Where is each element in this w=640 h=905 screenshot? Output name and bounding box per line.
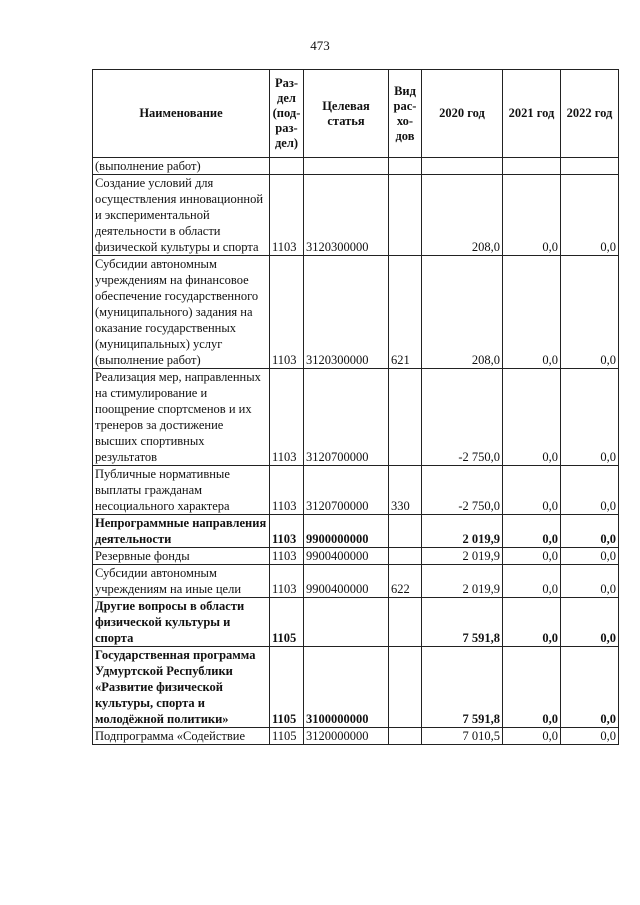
header-2021: 2021 год xyxy=(503,70,561,158)
cell-2021: 0,0 xyxy=(503,256,561,369)
cell-name: Публичные нормативные выплаты гражданам несоциального характера xyxy=(93,466,270,515)
cell-name: Создание условий для осуществления инновационной и экспериментальной деятельности в области физической культуры и спорта xyxy=(93,175,270,256)
cell-section: 1105 xyxy=(270,598,304,647)
cell-2020: 208,0 xyxy=(422,256,503,369)
cell-target xyxy=(304,598,389,647)
table-row xyxy=(93,598,619,647)
cell-target: 3120700000 xyxy=(304,466,389,515)
cell-section: 1103 xyxy=(270,175,304,256)
cell-2020: 208,0 xyxy=(422,175,503,256)
cell-target xyxy=(304,158,389,175)
cell-2020: 2 019,9 xyxy=(422,548,503,565)
cell-name: (выполнение работ) xyxy=(93,158,270,175)
cell-section xyxy=(270,158,304,175)
cell-target: 9900400000 xyxy=(304,565,389,598)
cell-name: Другие вопросы в области физической культуры и спорта xyxy=(93,598,270,647)
cell-target: 3120300000 xyxy=(304,175,389,256)
cell-expense-type: 621 xyxy=(389,256,422,369)
header-name: Наименование xyxy=(93,70,270,158)
table-row xyxy=(93,466,619,515)
table-body xyxy=(93,158,619,745)
cell-section: 1103 xyxy=(270,565,304,598)
cell-2022: 0,0 xyxy=(561,369,619,466)
cell-2021: 0,0 xyxy=(503,598,561,647)
cell-2021: 0,0 xyxy=(503,548,561,565)
table-row xyxy=(93,647,619,728)
table-header xyxy=(93,70,619,158)
cell-name: Субсидии автономным учреждениям на иные цели xyxy=(93,565,270,598)
cell-section: 1105 xyxy=(270,647,304,728)
cell-section: 1103 xyxy=(270,369,304,466)
cell-2020: 7 010,5 xyxy=(422,728,503,745)
table-row xyxy=(93,369,619,466)
cell-2022 xyxy=(561,158,619,175)
cell-name: Реализация мер, направленных на стимулирование и поощрение спортсменов и их тренеров за достижение высших спортивных результатов xyxy=(93,369,270,466)
cell-section: 1103 xyxy=(270,515,304,548)
cell-2021 xyxy=(503,158,561,175)
cell-target: 3120000000 xyxy=(304,728,389,745)
cell-2022: 0,0 xyxy=(561,728,619,745)
cell-2021: 0,0 xyxy=(503,175,561,256)
cell-name: Государственная программа Удмуртской Республики «Развитие физической культуры, спорта и молодёжной политики» xyxy=(93,647,270,728)
cell-2020: 2 019,9 xyxy=(422,565,503,598)
cell-2020: 2 019,9 xyxy=(422,515,503,548)
cell-section: 1103 xyxy=(270,256,304,369)
cell-expense-type xyxy=(389,647,422,728)
header-expense-type: Вид рас- хо- дов xyxy=(389,70,422,158)
header-target: Целевая статья xyxy=(304,70,389,158)
cell-2022: 0,0 xyxy=(561,565,619,598)
cell-2022: 0,0 xyxy=(561,466,619,515)
cell-section: 1103 xyxy=(270,548,304,565)
cell-2020 xyxy=(422,158,503,175)
budget-table xyxy=(92,69,619,745)
cell-expense-type xyxy=(389,175,422,256)
cell-section: 1103 xyxy=(270,466,304,515)
cell-2020: -2 750,0 xyxy=(422,369,503,466)
table-row xyxy=(93,158,619,175)
cell-2021: 0,0 xyxy=(503,515,561,548)
cell-name: Субсидии автономным учреждениям на финансовое обеспечение государственного (муниципального) задания на оказание государственных (муниципальных) услуг (выполнение работ) xyxy=(93,256,270,369)
cell-name: Резервные фонды xyxy=(93,548,270,565)
cell-target: 3100000000 xyxy=(304,647,389,728)
header-2020: 2020 год xyxy=(422,70,503,158)
cell-expense-type: 622 xyxy=(389,565,422,598)
cell-target: 3120300000 xyxy=(304,256,389,369)
cell-2022: 0,0 xyxy=(561,598,619,647)
cell-2022: 0,0 xyxy=(561,548,619,565)
cell-expense-type xyxy=(389,548,422,565)
table-row xyxy=(93,175,619,256)
table-row xyxy=(93,256,619,369)
page-number: 473 xyxy=(310,38,330,53)
table-row xyxy=(93,728,619,745)
cell-2020: 7 591,8 xyxy=(422,598,503,647)
cell-expense-type xyxy=(389,598,422,647)
header-2022: 2022 год xyxy=(561,70,619,158)
cell-2022: 0,0 xyxy=(561,647,619,728)
cell-2021: 0,0 xyxy=(503,466,561,515)
table-row xyxy=(93,515,619,548)
cell-target: 9900400000 xyxy=(304,548,389,565)
cell-2020: -2 750,0 xyxy=(422,466,503,515)
cell-2021: 0,0 xyxy=(503,647,561,728)
header-section: Раз- дел (под- раз- дел) xyxy=(270,70,304,158)
cell-2020: 7 591,8 xyxy=(422,647,503,728)
cell-2021: 0,0 xyxy=(503,728,561,745)
cell-2021: 0,0 xyxy=(503,369,561,466)
cell-target: 3120700000 xyxy=(304,369,389,466)
table-row xyxy=(93,565,619,598)
cell-2022: 0,0 xyxy=(561,175,619,256)
cell-section: 1105 xyxy=(270,728,304,745)
cell-expense-type xyxy=(389,369,422,466)
cell-expense-type xyxy=(389,515,422,548)
cell-expense-type xyxy=(389,728,422,745)
cell-2021: 0,0 xyxy=(503,565,561,598)
cell-2022: 0,0 xyxy=(561,515,619,548)
table-row xyxy=(93,548,619,565)
cell-expense-type xyxy=(389,158,422,175)
cell-name: Подпрограмма «Содействие xyxy=(93,728,270,745)
cell-name: Непрограммные направления деятельности xyxy=(93,515,270,548)
cell-target: 9900000000 xyxy=(304,515,389,548)
cell-expense-type: 330 xyxy=(389,466,422,515)
cell-2022: 0,0 xyxy=(561,256,619,369)
